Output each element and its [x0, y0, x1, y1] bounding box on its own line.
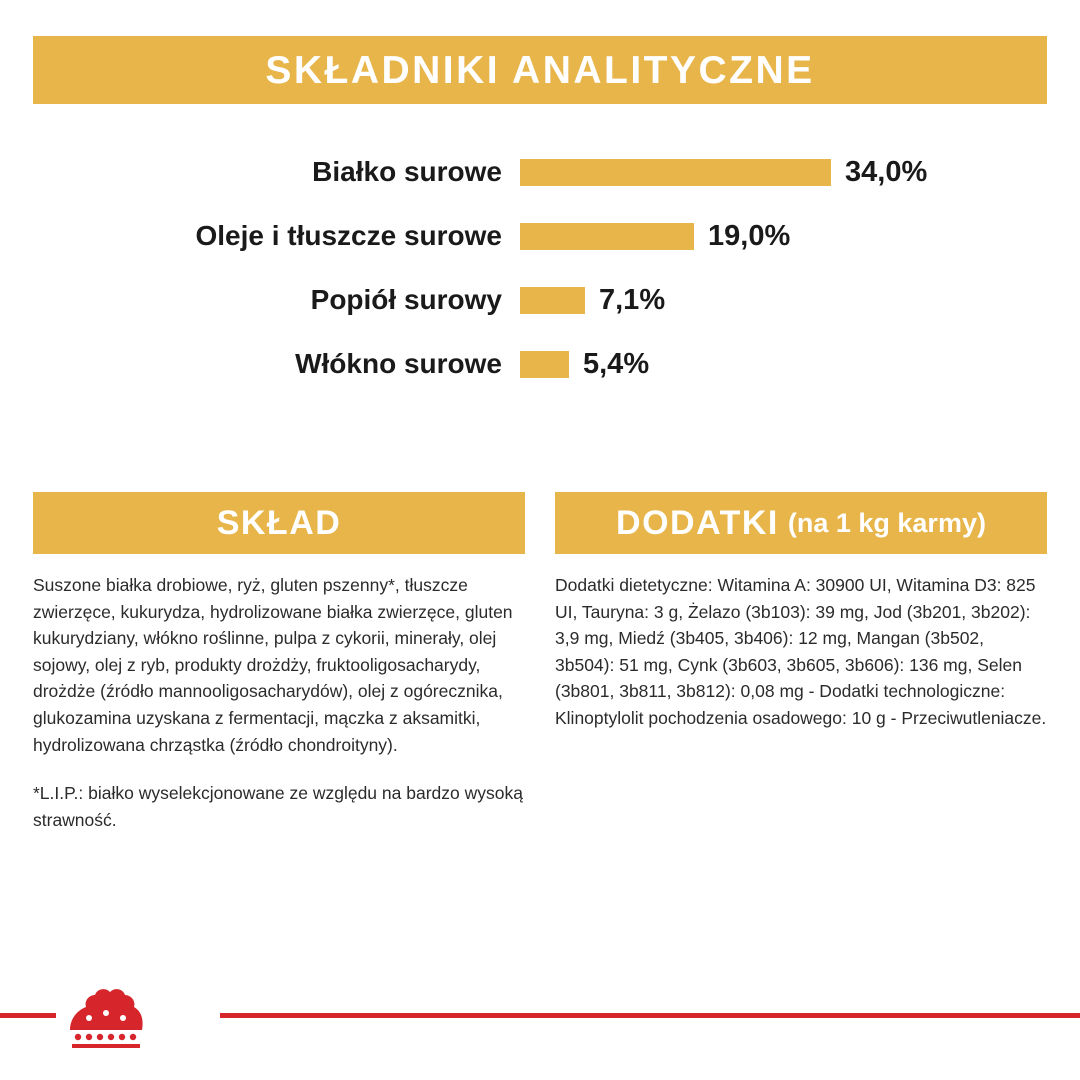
additives-header-label: DODATKI — [616, 504, 779, 542]
bar-fill — [520, 223, 694, 250]
details-columns — [33, 492, 1047, 833]
composition-header — [33, 492, 525, 554]
footer-rule-left — [0, 1013, 56, 1018]
footer-rule-right — [220, 1013, 1080, 1018]
bar-fill — [520, 287, 585, 314]
chart-row — [0, 268, 1080, 332]
analytical-constituents-chart — [0, 140, 1080, 396]
bar-track — [520, 348, 649, 381]
bar-track — [520, 220, 790, 253]
bar-fill — [520, 351, 569, 378]
chart-row — [0, 332, 1080, 396]
chart-row — [0, 140, 1080, 204]
bar-fill — [520, 159, 831, 186]
composition-column — [33, 492, 525, 833]
analytical-constituents-banner — [33, 36, 1047, 104]
bar-value: 34,0% — [845, 155, 928, 188]
additives-header — [555, 492, 1047, 554]
additives-column — [555, 492, 1047, 833]
bar-label: Popiół surowy — [310, 284, 502, 315]
royal-canin-crown-logo — [62, 980, 148, 1052]
composition-footnote: *L.I.P.: białko wyselekcjonowane ze względu na bardzo wysoką strawność. — [33, 783, 523, 830]
bar-track — [520, 156, 927, 189]
additives-text: Dodatki dietetyczne: Witamina A: 30900 UI, Witamina D3: 825 UI, Tauryna: 3 g, Żelazo (3b103): 39 mg, Jod (3b201, 3b202): 3,9 mg, Miedź (3b405, 3b406): 12 mg, Mangan (3b502, 3b504): 51 mg, Cynk (3b603, 3b605, 3b606): 136 mg, Selen (3b801, 3b811, 3b812): 0,08 mg - Dodatki technologiczne: Klinoptylolit pochodzenia osadowego: 10 g - Przeciwutleniacze. — [555, 575, 1047, 728]
chart-row — [0, 204, 1080, 268]
composition-text: Suszone białka drobiowe, ryż, gluten pszenny*, tłuszcze zwierzęce, kukurydza, hydrolizowane białka zwierzęce, gluten kukurydziany, włókno roślinne, pulpa z cykorii, minerały, olej sojowy, olej z ryb, produkty drożdży, fruktooligosacharydy, drożdże (źródło mannooligosacharydów), olej z ogórecznika, glukozamina uzyskana z fermentacji, mączka z aksamitki, hydrolizowana chrząstka (źródło chondroityny). — [33, 575, 513, 755]
additives-header-sublabel: (na 1 kg karmy) — [787, 507, 986, 538]
bar-label: Oleje i tłuszcze surowe — [195, 220, 502, 251]
bar-label: Włókno surowe — [295, 348, 502, 379]
page-title: SKŁADNIKI ANALITYCZNE — [265, 48, 815, 92]
bar-label: Białko surowe — [312, 156, 502, 187]
composition-header-label: SKŁAD — [216, 504, 342, 542]
bar-value: 7,1% — [599, 283, 666, 316]
bar-value: 5,4% — [583, 347, 650, 380]
bar-value: 19,0% — [708, 219, 791, 252]
bar-track — [520, 284, 665, 317]
